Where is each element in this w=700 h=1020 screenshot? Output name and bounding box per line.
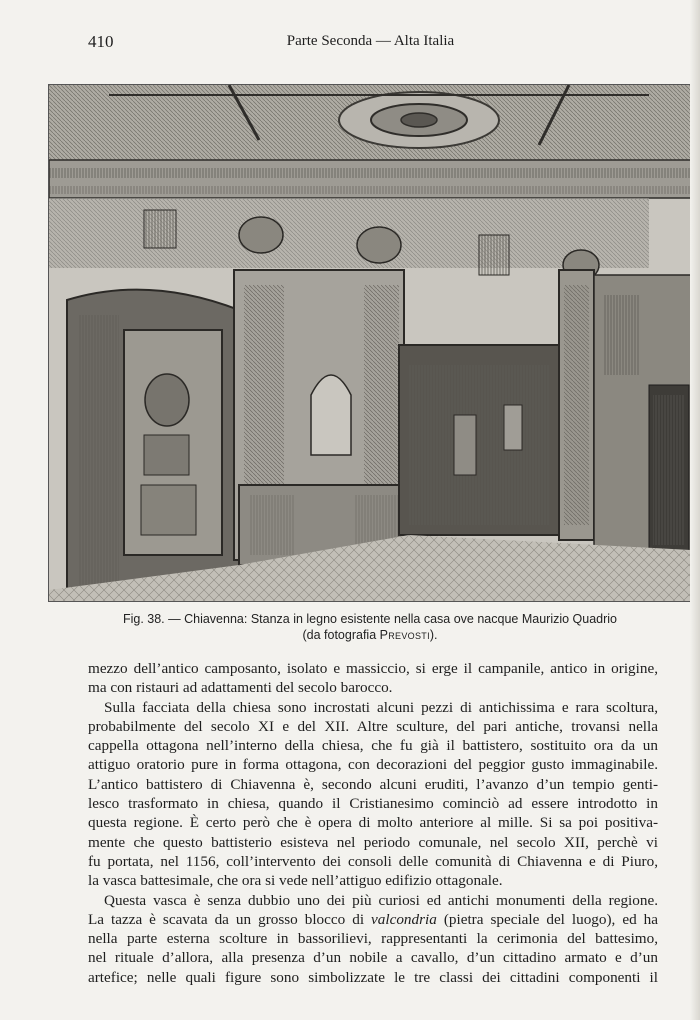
text-line: Sulla facciata della chiesa sono incrostati alcuni pezzi di antichissima e rara scoltura, <box>104 698 658 716</box>
body-text <box>88 659 658 987</box>
text-line: nel rituale d’allora, alla presenza d’un nobile a cavallo, d’un cittadino armato e d’un <box>88 949 658 967</box>
engraving-figure <box>48 84 692 602</box>
paragraph-2 <box>88 698 658 891</box>
text-line: la vasca battesimale, che ora si vede nell’attiguo edifizio ottagonale. <box>88 872 503 890</box>
text-line: questa regione. È certo però che è opera di molto anteriore al mille. Si sa poi positiva- <box>88 814 658 832</box>
paragraph-1 <box>88 659 658 698</box>
text-run: (pietra speciale del luogo), ed ha <box>436 910 658 928</box>
text-line: mente che questo battisterio esisteva nel periodo comunale, nel secolo XII, perchè vi <box>88 833 658 851</box>
text-line: fu portata, nel 1156, coll’intervento dei consoli delle comunità di Chiavenna e di Piuro, <box>88 852 658 870</box>
text-line: L’antico battistero di Chiavenna è, secondo alcuni eruditi, l’avanzo d’un tempio genti- <box>88 775 658 793</box>
text-line: probabilmente del secolo XI e del XII. Altre sculture, del pari antiche, trovansi nella <box>88 717 658 735</box>
photographer-name: Prevosti <box>379 628 430 642</box>
text-line: attiguo oratorio pure in forma ottagona, con decorazioni del peggior gusto immaginabile. <box>88 756 658 774</box>
text-line: nella parte esterna scolture in bassorilievi, rappresentanti la cerimonia del battesimo, <box>88 930 658 948</box>
text-line: cappella ottagona nell’interno della chiesa, che fu già il battistero, sostituito ora da un <box>88 737 658 755</box>
running-head: Parte Seconda — Alta Italia <box>286 33 455 49</box>
caption-open: (da fotografia <box>302 628 380 642</box>
page-header <box>88 32 653 52</box>
text-run: La tazza è scavata da un grosso blocco di <box>88 910 372 928</box>
text-line <box>88 910 658 929</box>
text-line: Questa vasca è senza dubbio uno dei più curiosi ed antichi monumenti della regione. <box>104 891 658 909</box>
paragraph-3 <box>88 891 658 987</box>
niche <box>311 375 351 455</box>
text-line: lesco trasformato in chiesa, quando il Cristianesimo cominciò ad essere introdotto in <box>88 795 658 813</box>
italic-term: valcondria <box>371 910 437 928</box>
caption-line-2 <box>60 627 680 643</box>
text-line: ma con ristauri ad adattamenti del secolo barocco. <box>88 679 393 697</box>
mascaron-center <box>357 227 401 263</box>
mascaron-left <box>239 217 283 253</box>
caption-close: ). <box>429 628 438 642</box>
engraving-illustration <box>49 85 691 601</box>
text-line: artefice; nelle quali figure sono simbolizzate le tre classi dei cittadini componenti il <box>88 968 658 986</box>
figure-caption <box>60 611 680 643</box>
text-line: mezzo dell’antico camposanto, isolato e massiccio, si erge il campanile, antico in origine, <box>88 660 658 677</box>
page-edge-shadow <box>690 0 700 1020</box>
caption-line-1: Fig. 38. — Chiavenna: Stanza in legno esistente nella casa ove nacque Maurizio Quadrio <box>122 612 618 626</box>
page-number: 410 <box>88 32 114 51</box>
